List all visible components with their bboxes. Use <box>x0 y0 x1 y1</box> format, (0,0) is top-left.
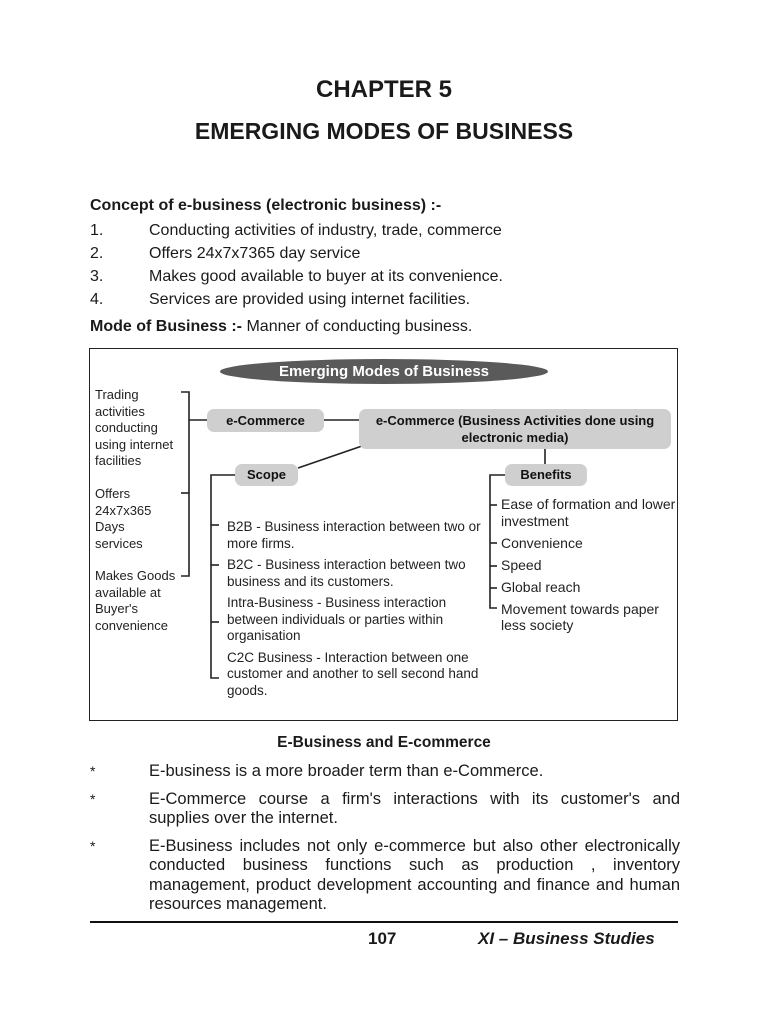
list-item <box>90 837 680 915</box>
list-item <box>90 220 503 243</box>
benefit-item: Speed <box>501 556 542 573</box>
scope-item: B2C - Business interaction between two business and its customers. <box>227 557 466 589</box>
diagram-title: Emerging Modes of Business <box>220 359 548 384</box>
benefits-tag: Benefits <box>505 464 587 486</box>
item-number: 2. <box>90 245 104 262</box>
running-title: XI – Business Studies <box>478 929 655 948</box>
chapter-title: EMERGING MODES OF BUSINESS <box>194 118 574 144</box>
scope-tag: Scope <box>235 464 298 486</box>
list-item <box>90 790 680 829</box>
bullet-text: E-business is a more broader term than e-Commerce. <box>149 762 544 780</box>
item-text: Makes good available to buyer at its convenience. <box>149 268 503 285</box>
bullet-mark: * <box>90 763 96 779</box>
list-item <box>90 243 503 266</box>
bullet-text: E-Commerce course a firm's interactions with its customer's and supplies over the internet. <box>149 789 680 827</box>
ecommerce-definition: e-Commerce (Business Activities done using electronic media) <box>359 409 671 449</box>
scope-item: B2B - Business interaction between two or more firms. <box>227 519 481 551</box>
list-item <box>90 762 680 782</box>
bullet-mark: * <box>90 790 96 807</box>
scope-list <box>227 519 497 704</box>
list-item <box>90 266 503 289</box>
item-number: 4. <box>90 291 104 308</box>
mode-text: Manner of conducting business. <box>242 318 473 335</box>
mode-label: Mode of Business :- <box>90 318 243 335</box>
concept-heading: Concept of e-business (electronic business) :- <box>90 197 442 214</box>
section-heading: E-Business and E-commerce <box>277 734 491 751</box>
item-text: Conducting activities of industry, trade, commerce <box>149 222 502 239</box>
benefits-list <box>501 496 676 639</box>
scope-item: C2C Business - Interaction between one customer and another to sell second hand goods. <box>227 649 479 698</box>
concept-list <box>90 220 503 312</box>
chapter-number: CHAPTER 5 <box>315 76 453 103</box>
left-column-item: Trading activities conducting using internet facilities <box>95 387 174 468</box>
bullet-mark: * <box>90 837 96 854</box>
benefit-item: Convenience <box>501 534 583 551</box>
page-number: 107 <box>368 929 397 948</box>
list-item <box>90 289 503 312</box>
benefit-item: Ease of formation and lower investment <box>501 496 676 529</box>
bullet-text: E-Business includes not only e-commerce but also other electronically conducted business functions such as production , inventory management, product development accounting and finance and human resources management. <box>149 836 680 913</box>
footer-rule <box>90 921 678 923</box>
bullet-list <box>90 762 680 923</box>
item-text: Offers 24x7x7365 day service <box>149 245 361 262</box>
left-column-item: Makes Goods available at Buyer's convenience <box>95 568 176 633</box>
ecommerce-tag: e-Commerce <box>207 409 324 432</box>
left-column-item: Offers 24x7x365 Days services <box>95 486 152 551</box>
benefit-item: Global reach <box>501 578 581 595</box>
benefit-item: Movement towards paper less society <box>501 600 659 633</box>
item-text: Services are provided using internet facilities. <box>149 291 471 308</box>
item-number: 3. <box>90 268 104 285</box>
mode-of-business <box>90 318 472 336</box>
scope-item: Intra-Business - Business interaction between individuals or parties within organisation <box>227 595 447 643</box>
item-number: 1. <box>90 222 104 239</box>
